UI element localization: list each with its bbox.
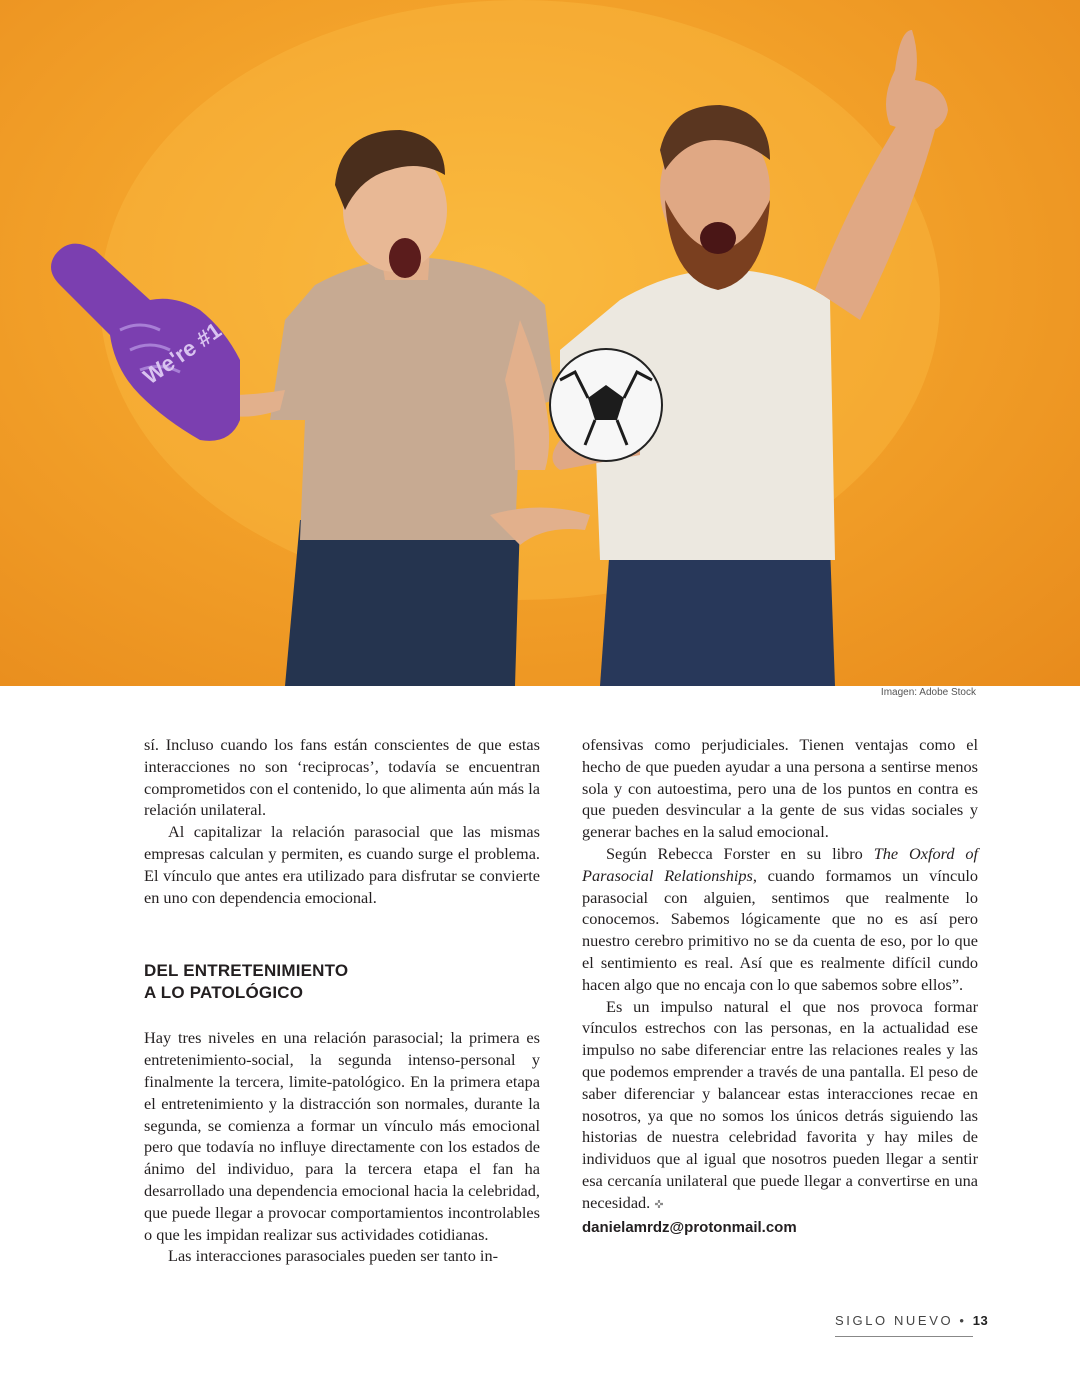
hero-photo (0, 0, 1080, 686)
book-title: The Oxford of Parasocial Relationships (582, 843, 979, 885)
paragraph: sí. Incluso cuando los fans están conscientes de que estas interacciones no son ‘reciprocas’, todavía se encuentran comprometidos con el contenido, lo que alimenta aún más la relación unilateral. (144, 735, 540, 820)
paragraph-text: Según Rebecca Forster en su libro (606, 843, 874, 863)
photo-credit: Imagen: Adobe Stock (880, 687, 976, 698)
paragraph (582, 843, 978, 996)
paragraph-text: , cuando formamos un vínculo parasocial con alguien, sentimos que realmente lo conocemos. Sabemos lógicamente que no es así pero nuestro cerebro primitivo no se da cuenta de eso, por lo que el sentimiento es real. Así que es realmente difícil cundo hacen algo que no encaja con lo que sabemos sobre ellos”. (582, 865, 979, 994)
page-number: 13 (972, 1313, 989, 1328)
paragraph-text: Es un impulso natural el que nos provoca formar vínculos estrechos con las personas, en la actualidad ese impulso no sabe diferenciar entre las relaciones reales y las que podemos emprender a través de una pantalla. El peso de saber diferenciar y balancear estas interacciones recae en nosotros, ya que no somos los únicos detrás siguiendo las historias de nuestra celebridad favorita y hay miles de individuos que al igual que nosotros pueden llegar a sentir esa cercanía unilateral que puede llegar a convertirse en una necesidad. (582, 996, 978, 1212)
folio-rule (835, 1336, 973, 1337)
author-email: danielamrdz@protonmail.com (582, 1218, 797, 1236)
section-heading-line: DEL ENTRETENIMIENTO (144, 961, 349, 981)
end-mark-icon: ✜ (654, 1198, 664, 1211)
paragraph: ofensivas como perjudiciales. Tienen ventajas como el hecho de que pueden ayudar a una persona a sentirse menos sola y con autoestima, pero una de los puntos en contra es que pueden desvincular a la gente de sus vidas sociales y generar baches en la salud emocional. (582, 735, 978, 842)
section-heading-line: A LO PATOLÓGICO (144, 982, 304, 1002)
paragraph: Hay tres niveles en una relación parasocial; la primera es entretenimiento-social, la segunda intenso-personal y finalmente la tercera, limite-patológico. En la primera etapa el entretenimiento y la distracción son normales, durante la segunda, se comienza a formar un vínculo más emocional pero que todavía no influye directamente con los estados de ánimo del individuo, para la tercera etapa el fan ha desarrollado una dependencia emocional hacia la celebridad, que puede llegar a provocar comportamientos incontrolables o que les impidan realizar sus actividades cotidianas. (144, 1028, 540, 1244)
left-column (144, 734, 540, 1267)
section-heading (144, 960, 540, 1003)
fans-illustration (0, 0, 1080, 686)
paragraph: Al capitalizar la relación parasocial que las mismas empresas calculan y permiten, es cuando surge el problema. El vínculo que antes era utilizado para disfrutar se convierte en uno con dependencia emocional. (144, 822, 540, 907)
publication-name: SIGLO NUEVO (835, 1313, 954, 1328)
right-column (582, 734, 978, 1238)
paragraph: Las interacciones parasociales pueden ser tanto in- (168, 1246, 499, 1266)
paragraph (582, 996, 978, 1217)
page-folio (835, 1313, 989, 1328)
folio-separator: • (959, 1313, 967, 1328)
foam-hand-text: We're #1 (138, 317, 226, 390)
